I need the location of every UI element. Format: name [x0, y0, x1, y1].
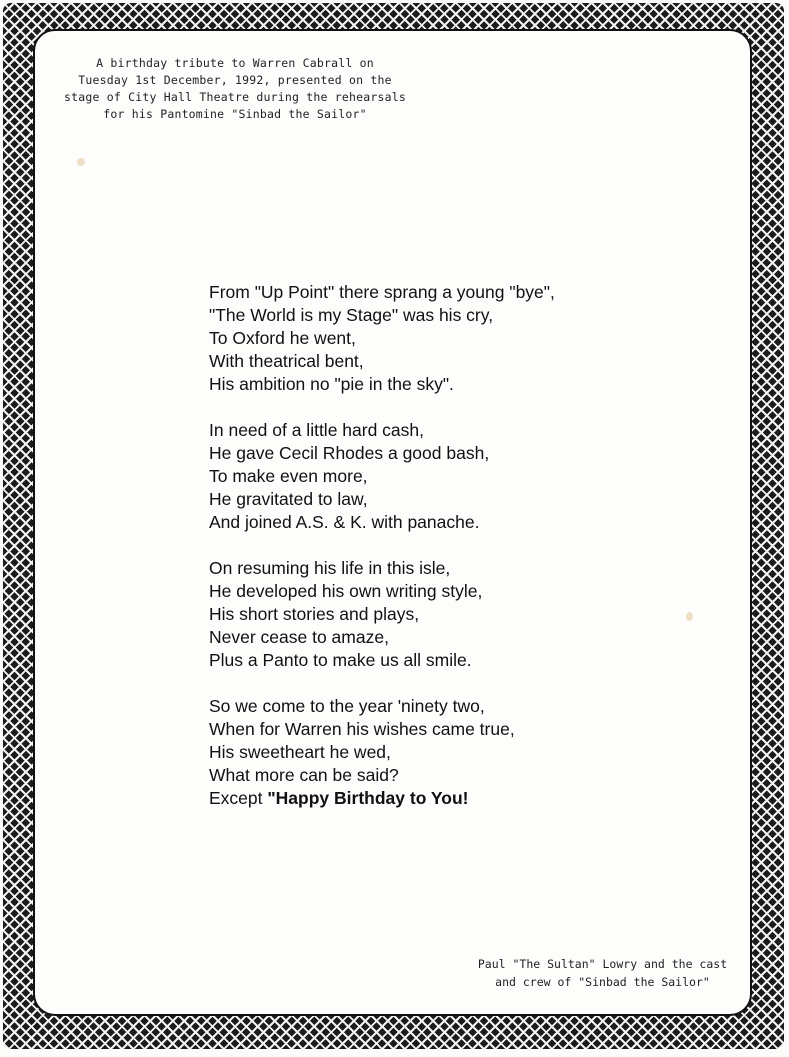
header-line: for his Pantomine "Sinbad the Sailor" [103, 107, 367, 121]
header-line: A birthday tribute to Warren Cabrall on [96, 56, 374, 70]
poem-line: He developed his own writing style, [209, 581, 483, 601]
poem-line: His ambition no "pie in the sky". [209, 374, 454, 394]
poem-line: He gave Cecil Rhodes a good bash, [209, 443, 490, 463]
poem-line: And joined A.S. & K. with panache. [209, 512, 480, 532]
paper-stain [77, 158, 85, 166]
stanza-1 [209, 281, 555, 396]
header-line: Tuesday 1st December, 1992, presented on the [78, 73, 392, 87]
poem-line: Never cease to amaze, [209, 627, 389, 647]
poem [209, 281, 555, 833]
signature-footer [460, 955, 745, 991]
paper-stain [686, 612, 693, 621]
footer-line: Paul "The Sultan" Lowry and the cast [477, 957, 728, 971]
stanza-2 [209, 419, 555, 534]
poem-line: With theatrical bent, [209, 351, 364, 371]
poem-line: His short stories and plays, [209, 604, 420, 624]
poem-line: To make even more, [209, 466, 368, 486]
final-line-prefix: Except [209, 788, 268, 808]
poem-final-line [209, 787, 555, 810]
poem-line: In need of a little hard cash, [209, 420, 424, 440]
stanza-3 [209, 557, 555, 672]
poem-line: "The World is my Stage" was his cry, [209, 305, 494, 325]
poem-line: On resuming his life in this isle, [209, 558, 451, 578]
poem-line: So we come to the year 'ninety two, [209, 696, 485, 716]
happy-birthday-text: "Happy Birthday to You! [267, 788, 469, 808]
poem-line: His sweetheart he wed, [209, 742, 391, 762]
poem-line: Plus a Panto to make us all smile. [209, 650, 472, 670]
header-line: stage of City Hall Theatre during the rehearsals [64, 90, 406, 104]
footer-line: and crew of "Sinbad the Sailor" [495, 975, 710, 989]
poem-line: When for Warren his wishes came true, [209, 719, 515, 739]
poem-line: What more can be said? [209, 765, 399, 785]
stanza-4 [209, 695, 555, 810]
poem-line: He gravitated to law, [209, 489, 368, 509]
poem-line: From "Up Point" there sprang a young "bye", [209, 282, 555, 302]
poem-line: To Oxford he went, [209, 328, 356, 348]
tribute-header [50, 55, 420, 123]
